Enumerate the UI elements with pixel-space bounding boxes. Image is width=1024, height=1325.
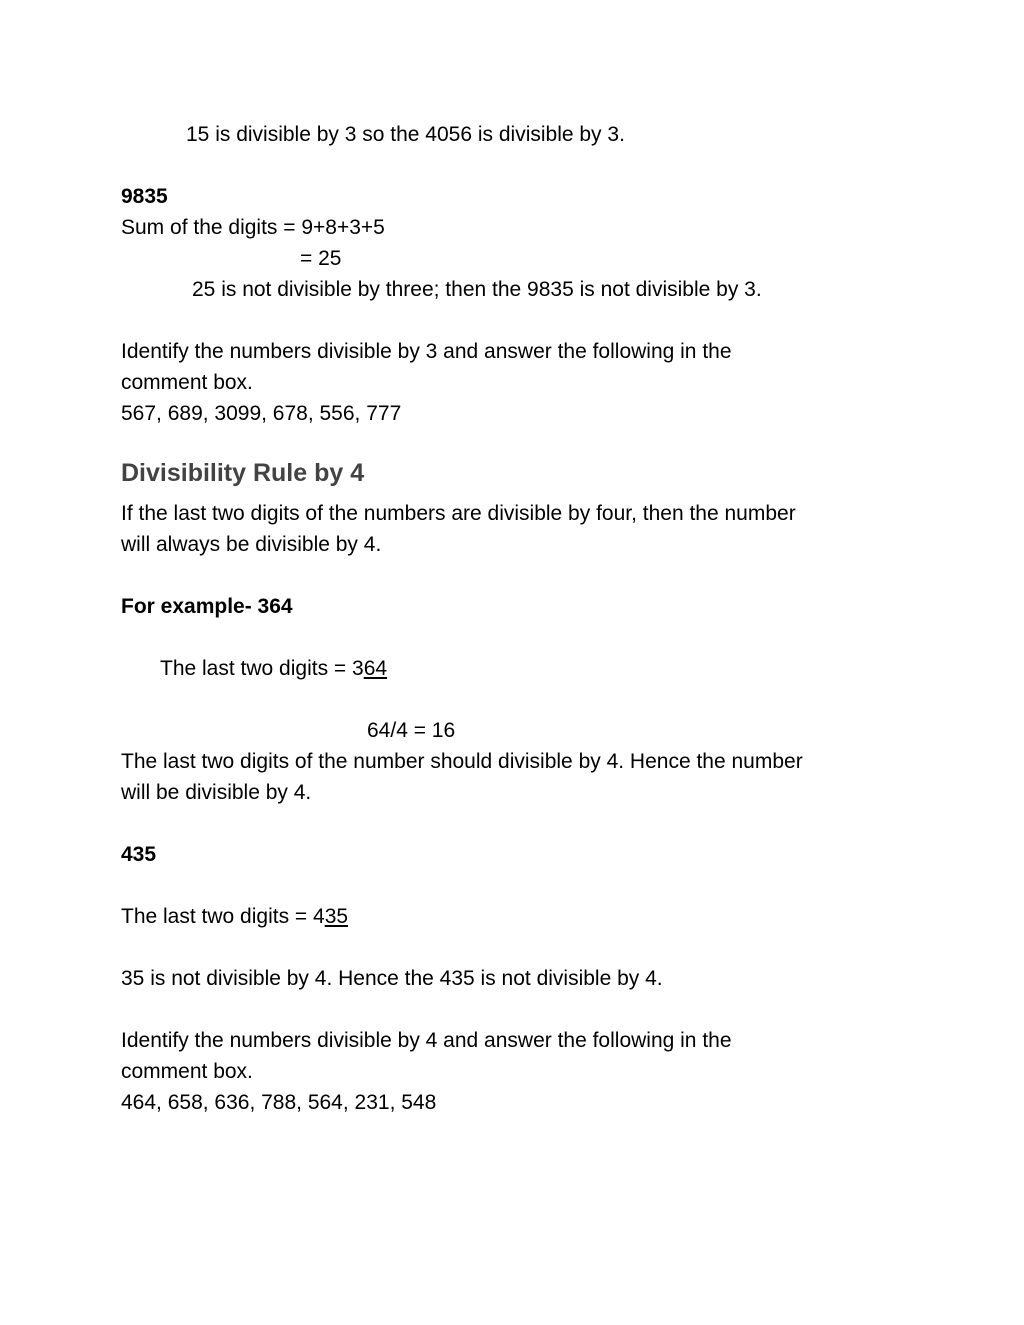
rule4-example-label: For example- 364 (121, 595, 293, 618)
rule4-example2-number: 435 (121, 843, 157, 866)
rule3-example-conclusion: 25 is not divisible by three; then the 9835 is not divisible by 3. (192, 278, 762, 301)
rule4-task-line1: Identify the numbers divisible by 4 and answer the following in the (121, 1029, 732, 1052)
rule4-example1-last-two (160, 653, 387, 684)
rule3-sum-result: = 25 (300, 247, 342, 270)
rule3-conclusion-4056: 15 is divisible by 3 so the 4056 is divisible by 3. (186, 123, 625, 146)
rule4-example1-conclusion-line2: will be divisible by 4. (121, 781, 312, 804)
rule3-task-line2: comment box. (121, 371, 253, 394)
rule3-task-line1: Identify the numbers divisible by 3 and answer the following in the (121, 340, 732, 363)
rule4-example2-last-two-prefix: The last two digits = 4 (121, 905, 325, 928)
rule4-example1-conclusion-line1: The last two digits of the number should divisible by 4. Hence the number (121, 750, 803, 773)
rule4-intro-line2: will always be divisible by 4. (121, 533, 382, 556)
rule4-example2-last-two-digits: 35 (324, 905, 349, 928)
rule4-example2-conclusion: 35 is not divisible by 4. Hence the 435 is not divisible by 4. (121, 967, 663, 990)
rule4-task-numbers: 464, 658, 636, 788, 564, 231, 548 (121, 1091, 437, 1114)
rule3-example-number: 9835 (121, 185, 168, 208)
rule4-intro-line1: If the last two digits of the numbers are divisible by four, then the number (121, 502, 796, 525)
rule4-example1-division: 64/4 = 16 (367, 719, 456, 742)
rule4-example1-last-two-prefix: The last two digits = 3 (160, 657, 364, 680)
rule4-example1-last-two-digits: 64 (363, 657, 388, 680)
rule3-digit-sum: Sum of the digits = 9+8+3+5 (121, 216, 385, 239)
rule4-heading: Divisibility Rule by 4 (121, 459, 365, 487)
rule3-task-numbers: 567, 689, 3099, 678, 556, 777 (121, 402, 402, 425)
rule4-task-line2: comment box. (121, 1060, 253, 1083)
rule4-example2-last-two (121, 901, 348, 932)
